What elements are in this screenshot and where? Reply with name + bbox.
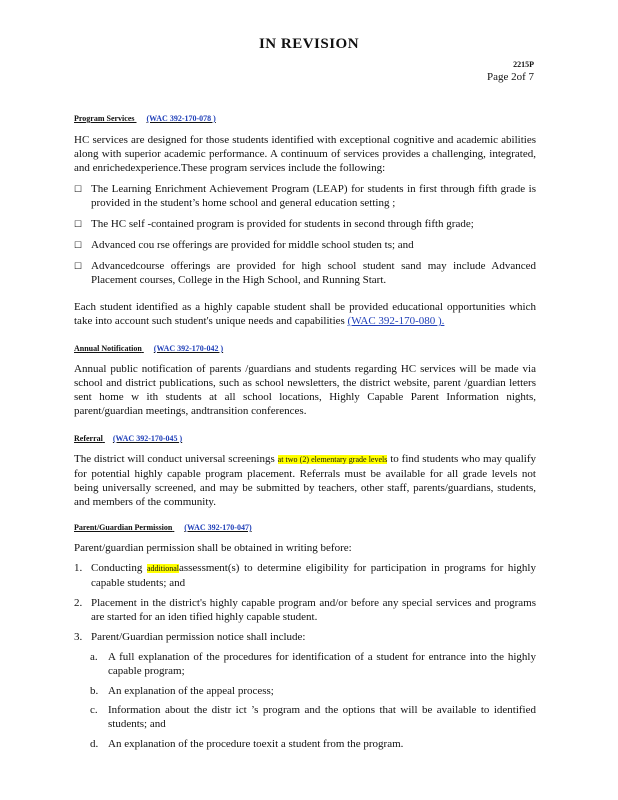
list-item-text: The HC self -contained program is provided for students in second through fifth grade; (91, 218, 474, 230)
wac-reference: (WAC 392-170-045 ) (112, 434, 183, 443)
list-letter: c. (90, 704, 98, 716)
section-heading-program-services (74, 114, 216, 123)
list-item-text: A full explanation of the procedures for identification of a student for entrance into the highly capable program; (108, 651, 536, 677)
heading-label: Program Services (74, 114, 135, 123)
wac-reference: (WAC 392-170-042 ) (153, 344, 224, 353)
page-number: Page 2of 7 (486, 71, 534, 83)
list-item-text: An explanation of the procedure toexit a student from the program. (108, 738, 404, 750)
list-letter: d. (90, 738, 99, 750)
heading-label: Referral (74, 434, 103, 443)
referral-text-end: to find students who may qualify for potential highly capable program placement. Referrals must be available for all grade levels not being universally screened, and may be submitted by teachers, other staff, parents/guardians, students, and members of the community. (74, 453, 537, 508)
list-item-text: Parent/Guardian permission notice shall include: (91, 631, 306, 643)
list-number: 3. (74, 631, 83, 643)
list-item-text (91, 561, 536, 590)
wac-link[interactable]: (WAC 392-170-080 ). (347, 315, 445, 327)
section-heading-referral (74, 434, 182, 443)
permission-intro: Parent/guardian permission shall be obtained in writing before: (74, 542, 352, 554)
bullet-icon: ☐ (74, 261, 83, 271)
list-item-text: Advanced cou rse offerings are provided for middle school studen ts; and (91, 239, 414, 251)
list-number: 2. (74, 597, 83, 609)
heading-label: Parent/Guardian Permission (74, 523, 173, 532)
item-text-start: Conducting (91, 562, 143, 574)
list-letter: a. (90, 651, 98, 663)
bullet-icon: ☐ (74, 184, 83, 194)
document-title: IN REVISION (258, 36, 360, 52)
bullet-icon: ☐ (74, 240, 83, 250)
list-number: 1. (74, 562, 83, 574)
heading-label: Annual Notification (74, 344, 142, 353)
policy-code: 2215P (513, 60, 534, 69)
referral-text-start: The district will conduct universal screenings (74, 453, 275, 465)
list-item-text: An explanation of the appeal process; (108, 685, 274, 697)
annual-notification-text: Annual public notification of parents /guardians and students regarding HC services will be made via school and district publications, such as school newsletters, the district website, parent /guardian letters sent home w ith students at all school locations, Highly Capable Parent Information nights, parent/guardian meetings, andtransition conferences. (74, 363, 536, 417)
closing-text: Each student identified as a highly capable student shall be provided educational opportunities which take into account such student's unique needs and capabilities (74, 301, 536, 327)
item-text-end: assessment(s) to determine eligibility for participation in programs for highly capable students; and (91, 562, 536, 589)
wac-reference: (WAC 392-170-078 ) (146, 114, 216, 123)
list-item-text: Information about the distr ict ’s program and the options that will be available to identified students; and (108, 704, 536, 730)
list-item-text: Placement in the district's highly capable program and/or before any special services and programs are started for an iden tified highly capable student. (91, 597, 536, 623)
program-services-intro: HC services are designed for those students identified with exceptional cognitive and academic abilities along with superior academic performance. A continuum of services provides a challenging, integrated, and enrichedexperience.These program services include the following: (74, 134, 536, 174)
list-letter: b. (90, 685, 99, 697)
section-heading-annual-notification (74, 344, 223, 353)
list-item-text: The Learning Enrichment Achievement Program (LEAP) for students in first through fifth grade is provided in the student’s home school and general education setting ; (91, 183, 536, 209)
program-services-closing (74, 300, 536, 328)
section-heading-parent-permission (74, 523, 252, 532)
wac-reference: (WAC 392-170-047) (184, 523, 252, 532)
highlighted-text: at two (2) elementary grade levels (277, 455, 388, 464)
list-item-text: Advancedcourse offerings are provided for high school student sand may include Advanced Placement courses, College in the High School, and Running Start. (91, 260, 536, 286)
bullet-icon: ☐ (74, 219, 83, 229)
referral-text (74, 452, 536, 509)
highlighted-text: additional (146, 564, 179, 573)
